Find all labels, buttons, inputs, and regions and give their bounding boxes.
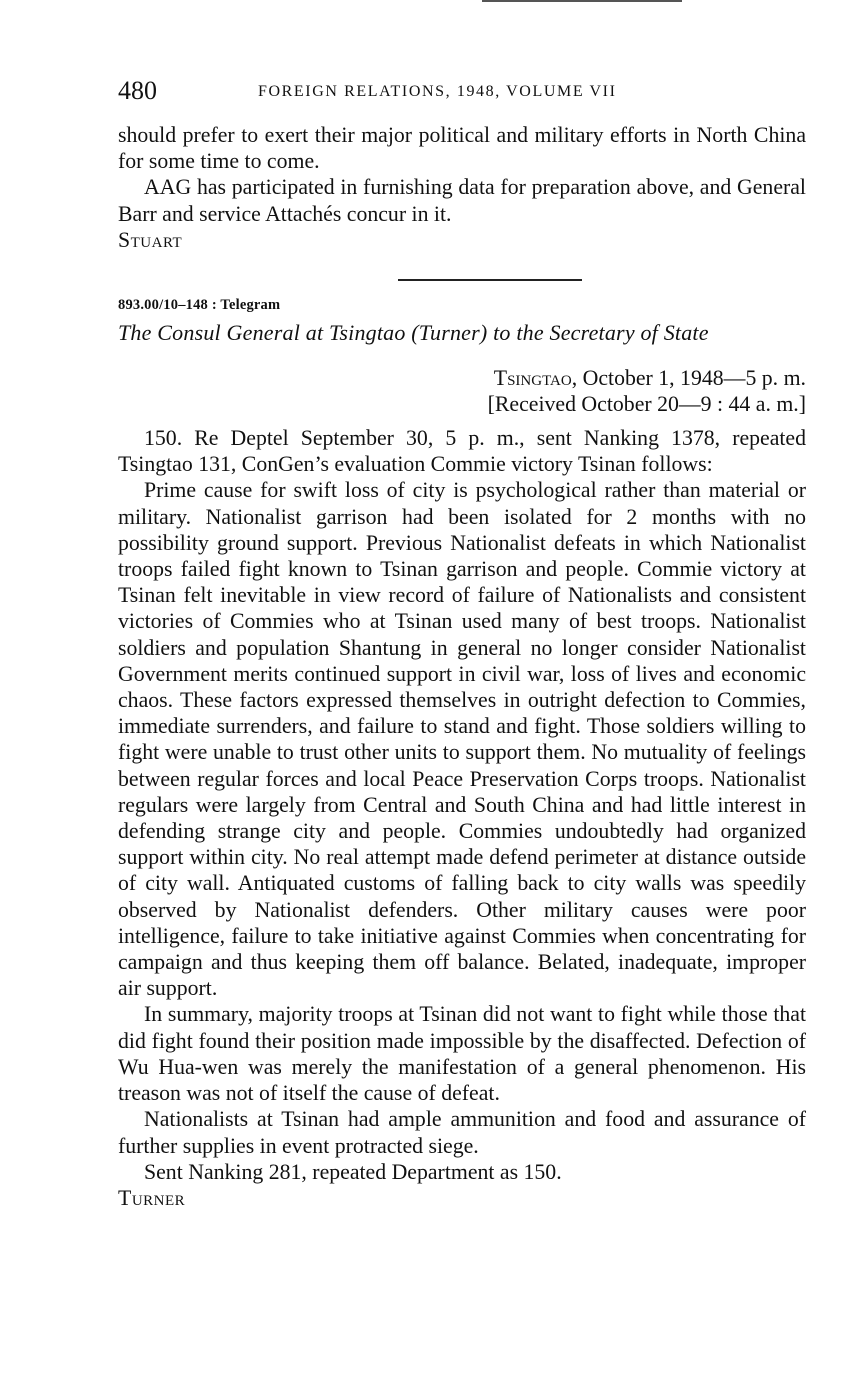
dateline-place: Tsingtao [493, 366, 572, 391]
paragraph: 150. Re Deptel September 30, 5 p. m., sent Nanking 1378, repeated Tsingtao 131, ConGen’s evaluation Commie victory Tsinan follows: [118, 426, 806, 477]
paragraph: In summary, majority troops at Tsinan did not want to fight while those that did fight found their position made impossible by the disaffected. Defection of Wu Hua-wen was merely the manifestation of a general phenomenon. His treason was not of itself the cause of defeat. [118, 1002, 806, 1106]
paragraph: Nationalists at Tsinan had ample ammunition and food and assurance of further supplies in event protracted siege. [118, 1107, 806, 1158]
signature-turner: Turner [118, 1185, 186, 1210]
paragraph: Sent Nanking 281, repeated Department as 150. [144, 1159, 562, 1184]
dateline-date: , October 1, 1948—5 p. m. [571, 366, 806, 391]
page-number: 480 [118, 76, 157, 105]
dateline-sent [118, 365, 806, 391]
signature-stuart: Stuart [118, 227, 183, 252]
dateline [118, 365, 806, 417]
top-edge-rule [482, 0, 682, 2]
page-content [118, 122, 806, 1211]
running-head-title: FOREIGN RELATIONS, 1948, VOLUME VII [258, 83, 617, 100]
dateline-received: [Received October 20—9 : 44 a. m.] [487, 392, 806, 417]
paragraph: Prime cause for swift loss of city is psychological rather than material or military. Nationalist garrison had been isolated for 2 months with no possibility ground support. Previous Nationalist defeats in which Nationalist troops failed fight known to Tsinan garrison and people. Commie victory at Tsinan felt inevitable in view record of failure of Nationalists and consistent victories of Commies who at Tsinan used many of best troops. Nationalist soldiers and population Shantung in general no longer consider Nationalist Government merits continued support in civil war, loss of lives and economic chaos. These factors expressed themselves in outright defection to Commies, immediate surrenders, and failure to stand and fight. Those soldiers willing to fight were unable to trust other units to support them. No mutuality of feelings between regular forces and local Peace Preservation Corps troops. Nationalist regulars were largely from Central and South China and had little interest in defending strange city and people. Commies undoubtedly had organized support within city. No real attempt made defend perimeter at distance outside of city wall. Antiquated customs of falling back to city walls was speedily observed by Nationalist defenders. Other military causes were poor intelligence, failure to take initiative against Commies when concentrating for campaign and thus keeping them off balance. Belated, inadequate, improper air support. [118, 478, 806, 1001]
file-reference: 893.00/10–148 : Telegram [118, 297, 281, 314]
document-heading: The Consul General at Tsingtao (Turner) to the Secretary of State [118, 320, 709, 346]
section-divider [398, 279, 582, 281]
continued-paragraph: should prefer to exert their major political and military efforts in North China for some time to come. [118, 123, 806, 174]
paragraph: AAG has participated in furnishing data for preparation above, and General Barr and service Attachés concur in it. [118, 175, 806, 226]
telegram-body [118, 425, 806, 1185]
running-head [118, 76, 808, 106]
